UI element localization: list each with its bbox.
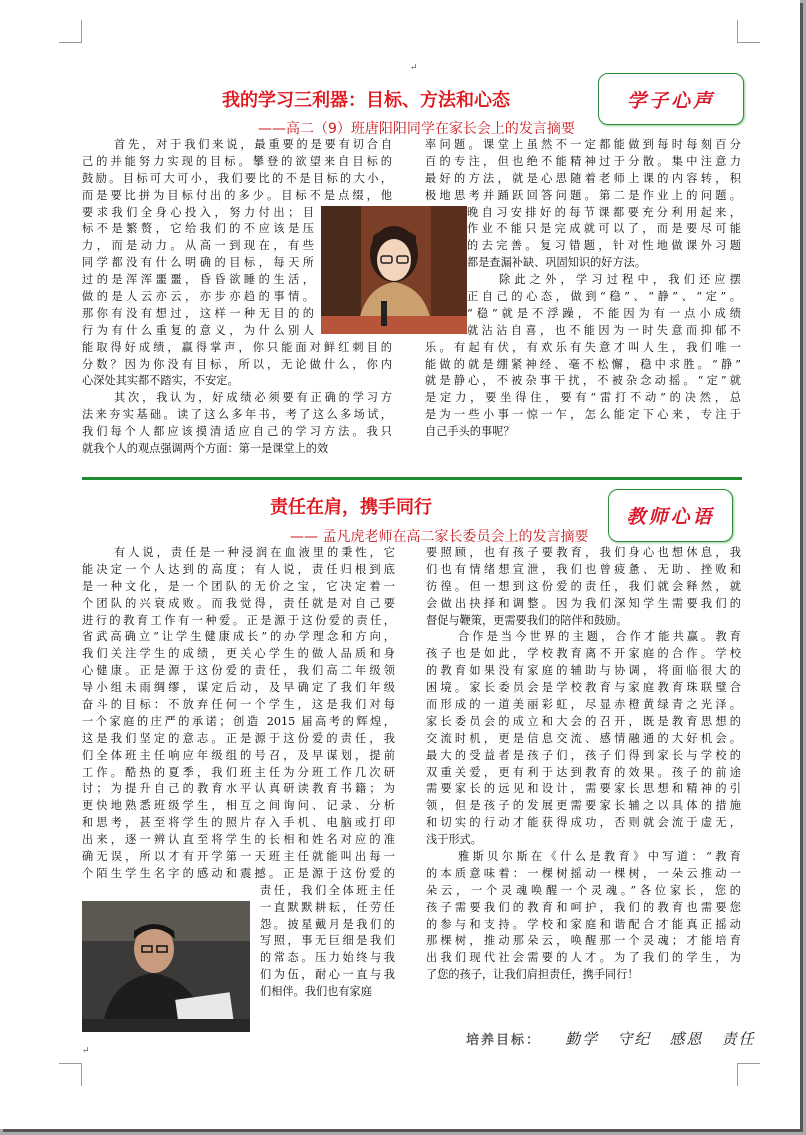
text-line: 和思考，甚至将学生的照片存入手机、电脑或打印 [82,816,395,830]
text-line: 是一种文化，是一个团队的无价之宝，它决定着一 [82,579,395,593]
text-line: 最大的受益者是孩子们，孩子们得到家长与学校的 [426,748,741,762]
text-line: 率问题。课堂上虽然不一定都能做到每时每刻百分 [425,138,741,151]
text-line: 标不是繁赘，它给我们的不应该是压 [82,222,314,236]
text-line: 个团队的兴衰成败。而我觉得，责任就是对自己要 [82,596,395,610]
crop-mark-bottom-left [59,1063,82,1086]
text-line: 首先，对于我们来说，最重要的是要有切合自 [114,138,392,151]
text-line: 困境。家长委员会是学校教育与家庭教育珠联璧合 [426,681,741,695]
text-line: 乐。有起有伏，有欢乐有失意才叫人生，我们唯一 [425,340,741,354]
text-line: 合作是当今世界的主题，合作才能共赢。教育 [458,630,741,644]
text-line: 晚自习安排好的每节课都要充分利用起来， [467,205,741,219]
text-line: 极地思考并踊跃回答问题。第二是作业上的问题。 [425,188,741,202]
footer-goal: 守纪 [617,1030,652,1048]
article1-subtitle: ——高二（9）班唐阳阳同学在家长会上的发言摘要 [258,121,575,137]
text-line: 就我个人的观点强调两个方面：第一是课堂上的效 [82,442,329,456]
text-line: 了您的孩子，让我们肩担责任，携手同行！ [426,968,639,982]
text-line: 能取得好成绩，赢得掌声，你只能面对鲜红刺目的 [82,340,392,354]
text-line: 们也有情绪想宣泄，我们也曾疲惫、无助、挫败和 [426,562,741,576]
text-line: 就是静心，不被杂事干扰，不被杂念动摇。“定”就 [425,374,741,388]
footer-goal: 责任 [721,1030,756,1048]
text-line: 领，但是孩子的发展更需要家长辅之以具体的措施 [426,799,741,813]
footer-label: 培养目标： [466,1033,542,1048]
crop-mark-top-left [59,20,82,43]
text-line: 要照顾，也有孩子要教育，我们身心也想休息，我 [426,546,741,559]
text-line: 都是查漏补缺、巩固知识的好方法。 [467,256,647,270]
text-line: 能决定一个人达到的高度；有人说，责任归根到底 [82,562,395,576]
text-line: 力，而是动力。从高一到现在，有些 [82,239,314,253]
text-line: 们相伴。我们也有家庭 [260,985,372,999]
paragraph-mark-icon: ↵ [82,1046,90,1056]
text-line: 是定力，要坐得住，要有“雷打不动”的决然，总 [425,391,741,405]
text-line: 那你有没有想过，这样一种无目的的 [82,306,314,320]
text-line: 的教育如果没有家庭的辅助与协调，将面临很大的 [426,664,741,678]
footer-goal: 勤学 [565,1030,600,1048]
text-line: 家长委员会的成立和大会的召开，既是教育思想的 [426,714,741,728]
teacher-speaker-photo [82,901,250,1032]
text-line: 交流时机，更是信息交流、感情融通的大好机会。 [426,731,741,745]
text-line: 我们关注学生的成绩，更关心学生的做人品质和身 [82,647,395,661]
text-line: 孩子也是如此，学校教育离不开家庭的合作。学校 [426,647,741,661]
text-line: 会做出抉择和调整。因为我们深知学生需要我们的 [426,596,741,610]
text-line: 的参与和支持。学校和家庭和谐配合才能真正摇动 [426,917,741,931]
article2-badge: 教师心语 [608,489,733,542]
text-line: 心深处其实都不踏实，不安定。 [82,374,239,388]
text-line: 的常态。压力始终与我 [260,951,395,965]
text-line: 省武高确立“让学生健康成长”的办学理念和方向， [82,630,395,644]
text-line: 作业不能只是完成就可以了，而是要尽可能 [467,222,741,236]
text-line: 一直默默耕耘，任劳任 [260,900,395,914]
section-divider [82,477,742,480]
text-line: 确无误，所以才有开学第一天班主任就能叫出每一 [82,850,395,864]
text-line: 更快地熟悉班级学生，相互之间询问、记录、分析 [82,799,395,813]
article2-title: 责任在肩，携手同行 [270,497,432,518]
text-line: 法来夯实基础。读了这么多年书，考了这么多场试， [82,408,392,422]
crop-mark-top-right [737,20,760,43]
text-line: 督促与鞭策，更需要我们的陪伴和鼓励。 [426,613,628,627]
text-line: 同学都没有什么明确的目标，每天所 [82,256,314,270]
text-line: 而形成的一道美丽彩虹，尽显赤橙黄绿青之光泽。 [426,698,741,712]
text-line: 彷徨。但一想到这份爱的责任，我们就会释然，就 [426,579,741,593]
student-speaker-photo [321,206,467,334]
text-line: 们为伍，耐心一直与我 [260,968,395,982]
text-line: 那棵树，推动那朵云，唤醒那一个灵魂；才能培育 [426,934,741,948]
text-line: 个陌生学生名字的感动和震撼。正是源于这份爱的 [82,866,395,880]
text-line: 百的专注，但也绝不能精神过于分散。集中注意力 [425,154,741,168]
text-line: 的本质意味着：一棵树摇动一棵树，一朵云推动一 [426,866,741,880]
article2-subtitle: —— 孟凡虎老师在高二家长委员会上的发言摘要 [290,529,589,545]
text-line: 有人说，责任是一种浸润在血液里的秉性，它 [114,546,395,559]
text-line: 分数？因为你没有目标，所以，无论做什么，你内 [82,357,392,371]
text-line: “稳”就是不浮躁，不能因为有一点小成绩 [467,306,741,320]
training-goals-footer [466,1028,770,1049]
text-line: 是为一些小事一惊一乍，怎么能定下心来，专注于 [425,408,741,422]
text-line: 双重关爱，更有利于达到教育的效果。孩子的前途 [426,765,741,779]
text-line: 行为有什么重复的意义，为什么别人 [82,323,314,337]
text-line: 要求我们全身心投入，努力付出；目 [82,205,314,219]
article1-title: 我的学习三利器：目标、方法和心态 [222,90,510,111]
text-line: 怨。披星戴月是我们的 [260,917,395,931]
text-line: 和切实的行动才能获得成功，否则就会流于虚无， [426,816,741,830]
text-line: 能做的就是绷紧神经、毫不松懈，稳中求胜。“静” [425,357,741,371]
article1-right-column [425,137,741,441]
paragraph-mark-icon: ↵ [410,63,418,73]
text-line: 进行的教育工作有一种爱。正是源于这份爱的责任， [82,613,395,627]
text-line: 鼓励。目标可大可小，我们要比的不是目标的大小， [82,171,392,185]
text-line: 一个家庭的庄严的承诺；创造 2015 届高考的辉煌， [82,714,395,728]
text-line: 浅于形式。 [426,833,482,847]
article1-badge: 学子心声 [598,73,744,125]
text-line: 而是要比拼为目标付出的多少。目标不是点缀，他 [82,188,392,202]
text-line: 除此之外，学习过程中，我们还应摆 [499,273,741,287]
text-line: 出来，逐一辨认直至将学生的长相和姓名对应的准 [82,833,395,847]
text-line: 我们每个人都应该摸清适应自己的学习方法。我只 [82,425,392,439]
text-line: 们全体班主任响应年级组的号召，及早谋划，提前 [82,748,395,762]
text-line: 心健康。正是源于这份爱的责任，我们高二年级领 [82,664,395,678]
text-line: 需要家长的远见和设计，需要家长思想和精神的引 [426,782,741,796]
text-line: 其次，我认为，好成绩必须要有正确的学习方 [114,391,392,405]
text-line: 就沾沾自喜，也不能因为一时失意而抑郁不 [467,323,741,337]
text-line: 最好的方法，就是心思随着老师上课的内容转，积 [425,171,741,185]
text-line: 这是我们坚定的意志。正是源于这份爱的责任，我 [82,731,395,745]
text-line: 责任，我们全体班主任 [260,883,395,897]
text-line: 工作。酷热的夏季，我们班主任为分班工作几次研 [82,765,395,779]
crop-mark-bottom-right [737,1063,760,1086]
text-line: 奋斗的目标：不放弃任何一个学生，这是我们对每 [82,698,395,712]
footer-goal: 感恩 [669,1030,704,1048]
text-line: 自己手头的事呢？ [425,425,515,439]
text-line: 讨；为提升自己的教育水平认真研读教育书籍；为 [82,782,395,796]
text-line: 的去完善。复习错题，针对性地做课外习题 [467,239,741,253]
article2-right-column [426,545,741,984]
text-line: 做的是人云亦云，亦步亦趋的事情。 [82,290,314,304]
text-line: 导小组未雨绸缪，谋定后动，及早确定了我们年级 [82,681,395,695]
text-line: 己的并能努力实现的目标。攀登的欲望来自目标的 [82,154,392,168]
text-line: 出我们现代社会需要的人才。为了我们的学生，为 [426,951,741,965]
text-line: 正自己的心态，做到“稳”、“静”、“定”。 [467,290,741,304]
text-line: 过的是浑浑噩噩，昏昏欲睡的生活， [82,273,314,287]
text-line: 孩子需要我们的教育和呵护，我们的教育也需要您 [426,900,741,914]
text-line: 朵云，一个灵魂唤醒一个灵魂。”各位家长，您的 [426,883,741,897]
text-line: 写照，事无巨细是我们 [260,934,395,948]
text-line: 雅斯贝尔斯在《什么是教育》中写道：“教育 [458,850,741,864]
